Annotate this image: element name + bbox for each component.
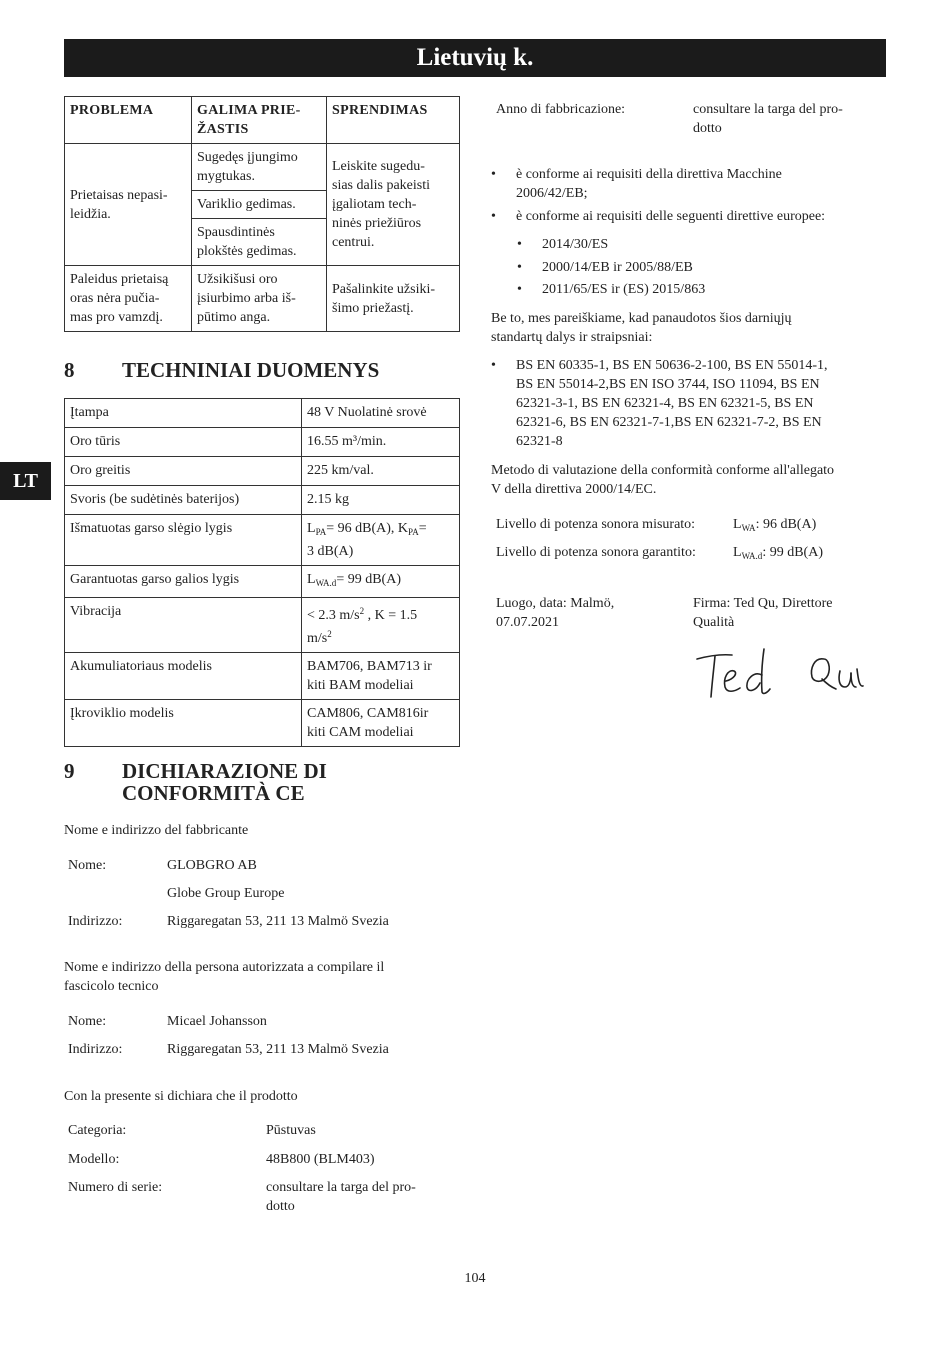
list-item-text: 2011/65/ES ir (ES) 2015/863 xyxy=(542,282,706,297)
standards-list: BS EN 60335-1, BS EN 50636-2-100, BS EN 55014-1, BS EN 55014-2,BS EN ISO 3744, ISO 11094, BS EN 62321-3-1, BS EN 62321-4, BS EN 62321-5, BS EN 62321-6, BS EN 62321-7-1,BS EN 62321-7-2, BS EN 62321-8 xyxy=(516,358,828,449)
table-row xyxy=(65,457,460,486)
section-number: 8 xyxy=(64,358,75,382)
section-title: TECHNINIAI DUOMENYS xyxy=(122,358,380,382)
spec-label: Svoris (be sudėtinės baterijos) xyxy=(65,486,302,515)
assessment-method: Metodo di valutazione della conformità conforme all'allegato V della direttiva 2000/14/EC. xyxy=(491,463,835,497)
field-label: Livello di potenza sonora misurato: xyxy=(496,517,696,532)
bullet-icon: • xyxy=(517,260,522,275)
sound-levels xyxy=(496,515,876,565)
table-row xyxy=(65,144,460,191)
cause-cell: Spausdintinės plokštės gedimas. xyxy=(192,219,327,266)
field-label: Nome: xyxy=(68,1014,107,1029)
bullet-icon: • xyxy=(491,167,496,182)
field-label: Modello: xyxy=(68,1152,120,1167)
spec-value: 48 V Nuolatinė srovė xyxy=(302,399,460,428)
signature-label: Firma: Ted Qu, Direttore Qualità xyxy=(693,596,833,630)
declare-intro: Con la presente si dichiara che il prodotto xyxy=(64,1089,298,1104)
field-value: Globe Group Europe xyxy=(167,886,285,901)
section-title-line1: DICHIARAZIONE DI xyxy=(122,759,327,783)
solution-cell: Leiskite sugedu- sias dalis pakeisti įgaliotam tech- ninės priežiūros centrui. xyxy=(327,144,460,266)
place-date: Luogo, data: Malmö, 07.07.2021 xyxy=(496,596,615,630)
spec-value: 2.15 kg xyxy=(302,486,460,515)
field-value: $L_{WA.d}$: 99 dB(A) xyxy=(733,545,823,561)
field-value: consultare la targa del pro- dotto xyxy=(693,102,843,136)
sub-list-item xyxy=(517,280,877,299)
spec-value: < 2.3 $m/s^2$ , K = 1.5 $m/s^2$ xyxy=(302,598,460,653)
spec-label: Oro greitis xyxy=(65,457,302,486)
spec-label: Garantuotas garso galios lygis xyxy=(65,566,302,598)
field-label: Numero di serie: xyxy=(68,1180,163,1195)
table-row xyxy=(65,598,460,653)
field-value: Riggaregatan 53, 211 13 Malmö Svezia xyxy=(167,914,389,929)
problem-cell: Paleidus prietaisą oras nėra pučia- mas pro vamzdį. xyxy=(65,266,192,332)
spec-label: Įkroviklio modelis xyxy=(65,700,302,747)
bullet-icon: • xyxy=(517,237,522,252)
table-row xyxy=(65,399,460,428)
field-label: Indirizzo: xyxy=(68,914,123,929)
field-value: Riggaregatan 53, 211 13 Malmö Svezia xyxy=(167,1042,389,1057)
table-row xyxy=(65,566,460,598)
list-item-text: è conforme ai requisiti delle seguenti direttive europee: xyxy=(516,209,826,224)
header-solution: SPRENDIMAS xyxy=(327,97,460,144)
authorized-block xyxy=(68,1012,448,1062)
technical-data-table xyxy=(64,398,460,747)
spec-label: Išmatuotas garso slėgio lygis xyxy=(65,515,302,566)
sub-list-item xyxy=(517,258,877,277)
spec-label: Įtampa xyxy=(65,399,302,428)
bullet-icon: • xyxy=(491,358,496,373)
spec-value: 16.55 m³/min. xyxy=(302,428,460,457)
table-row xyxy=(65,700,460,747)
field-value: consultare la targa del pro- dotto xyxy=(266,1180,416,1214)
table-row xyxy=(65,486,460,515)
section-number: 9 xyxy=(64,759,75,783)
manufacturer-intro: Nome e indirizzo del fabbricante xyxy=(64,823,249,838)
list-item xyxy=(491,356,881,451)
table-row xyxy=(65,515,460,566)
list-item xyxy=(491,207,881,226)
spec-value: BAM706, BAM713 ir kiti BAM modeliai xyxy=(302,653,460,700)
section-8-heading xyxy=(64,359,464,383)
field-label: Indirizzo: xyxy=(68,1042,123,1057)
list-item xyxy=(491,165,881,203)
table-row xyxy=(65,653,460,700)
field-value: 48B800 (BLM403) xyxy=(266,1152,375,1167)
table-row xyxy=(65,266,460,332)
list-item-text: è conforme ai requisiti della direttiva Macchine 2006/42/EB; xyxy=(516,167,782,201)
bullet-icon: • xyxy=(491,209,496,224)
language-tab: LT xyxy=(0,462,51,500)
spec-value: $L_{PA}= 96$ dB(A), $K_{PA}=$ 3 dB(A) xyxy=(302,515,460,566)
field-value: Pūstuvas xyxy=(266,1123,316,1138)
solution-cell: Pašalinkite užsiki- šimo priežastį. xyxy=(327,266,460,332)
standards-intro: Be to, mes pareiškiame, kad panaudotos šios darniųjų standartų dalys ir straipsniai: xyxy=(491,311,792,345)
field-label: Categoria: xyxy=(68,1123,127,1138)
field-value: $L_{WA}$: 96 dB(A) xyxy=(733,517,817,533)
spec-label: Oro tūris xyxy=(65,428,302,457)
spec-value: CAM806, CAM816ir kiti CAM modeliai xyxy=(302,700,460,747)
header-problem: PROBLEMA xyxy=(65,97,192,144)
spec-label: Akumuliatoriaus modelis xyxy=(65,653,302,700)
product-block xyxy=(68,1121,448,1221)
field-value: GLOBGRO AB xyxy=(167,858,257,873)
cause-cell: Sugedęs įjungimo mygtukas. xyxy=(192,144,327,191)
field-label: Nome: xyxy=(68,858,107,873)
signature-image xyxy=(690,645,875,705)
page-title: Lietuvių k. xyxy=(64,39,886,77)
cause-cell: Užsikišusi oro įsiurbimo arba iš- pūtimo anga. xyxy=(192,266,327,332)
field-label: Anno di fabbricazione: xyxy=(496,102,626,117)
manufacturer-block xyxy=(68,856,448,936)
header-cause: GALIMA PRIE- ŽASTIS xyxy=(192,97,327,144)
troubleshooting-table xyxy=(64,96,460,332)
page-number: 104 xyxy=(464,1271,486,1286)
cause-cell: Variklio gedimas. xyxy=(192,191,327,219)
field-label: Livello di potenza sonora garantito: xyxy=(496,545,696,560)
table-header-row xyxy=(65,97,460,144)
table-row xyxy=(65,428,460,457)
field-value: Micael Johansson xyxy=(167,1014,267,1029)
bullet-icon: • xyxy=(517,282,522,297)
spec-value: 225 km/val. xyxy=(302,457,460,486)
spec-value: $L_{WA.d}= 99$ dB(A) xyxy=(302,566,460,598)
section-9-heading xyxy=(64,760,464,806)
spec-label: Vibracija xyxy=(65,598,302,653)
list-item-text: 2000/14/EB ir 2005/88/EB xyxy=(542,260,693,275)
sub-list-item xyxy=(517,235,877,254)
section-title-line2: CONFORMITÀ CE xyxy=(122,781,305,805)
authorized-intro: Nome e indirizzo della persona autorizzata a compilare il fascicolo tecnico xyxy=(64,960,385,994)
list-item-text: 2014/30/ES xyxy=(542,237,609,252)
year-field xyxy=(496,100,876,140)
problem-cell: Prietaisas nepasi- leidžia. xyxy=(65,144,192,266)
